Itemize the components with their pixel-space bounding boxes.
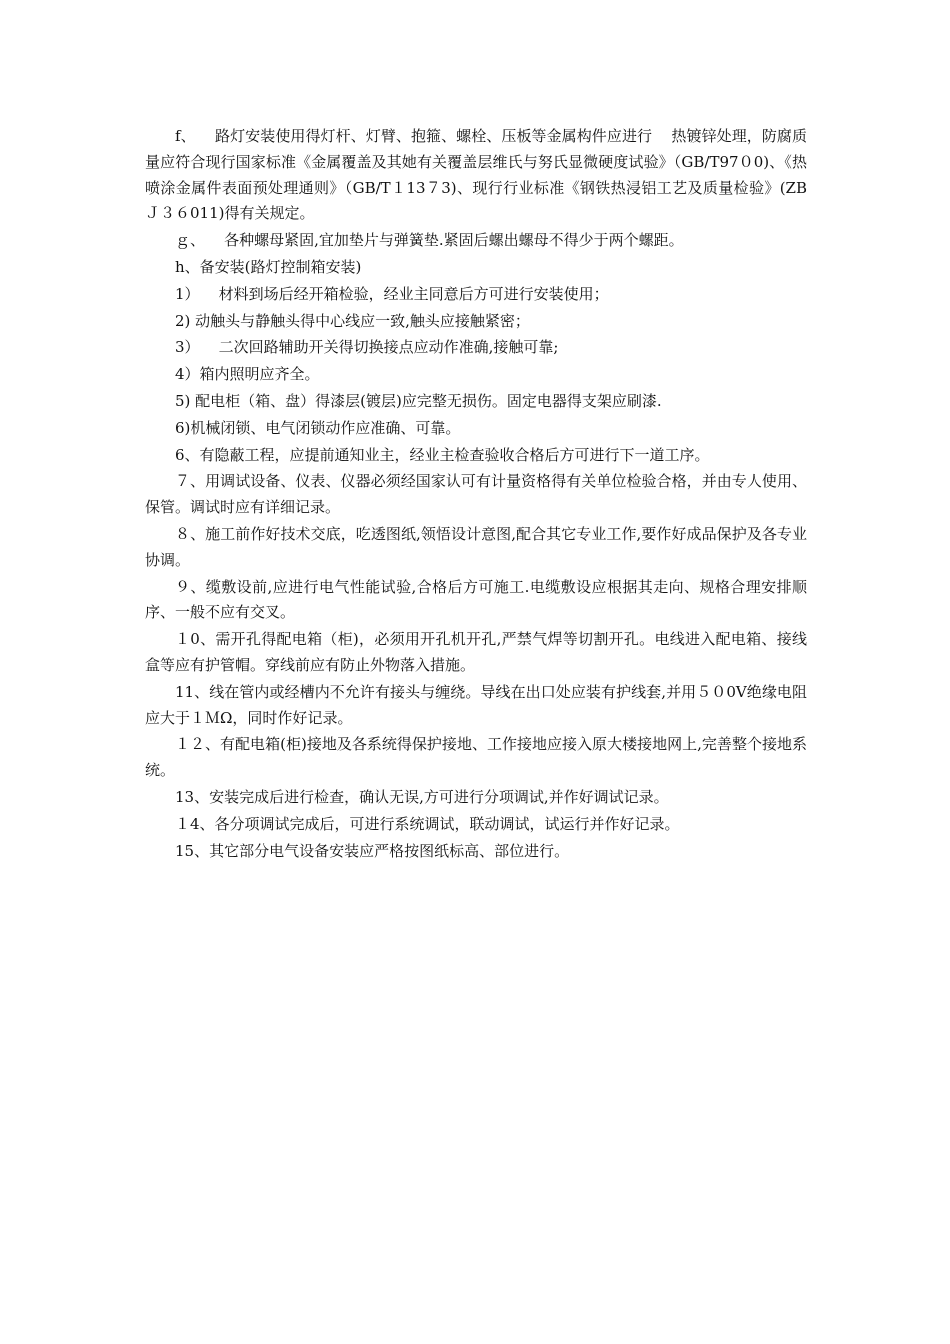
paragraph-h-item-3: 3） 二次回路辅助开关得切换接点应动作准确,接触可靠; [175,338,559,357]
paragraph-h-item-2: 2) 动触头与静触头得中心线应一致,触头应接触紧密； [175,311,530,330]
paragraph-item-13-inspection: 13、安装完成后进行检查，确认无误,方可进行分项调试,并作好调试记录。 [175,787,669,806]
paragraph-h-item-6: 6)机械闭锁、电气闭锁动作应准确、可靠。 [175,418,461,437]
paragraph-item-8-technical-briefing: ８、施工前作好技术交底，吃透图纸,领悟设计意图,配合其它专业工作,要作好成品保护及各专业协调。 [145,524,807,569]
paragraph-item-14-system-debugging: １4、各分项调试完成后，可进行系统调试，联动调试，试运行并作好记录。 [175,814,680,833]
paragraph-item-9-cable-laying: ９、缆敷设前,应进行电气性能试验,合格后方可施工.电缆敷设应根据其走向、规格合理安排顺序、一般不应有交叉。 [145,577,807,622]
paragraph-item-12-grounding: １２、有配电箱(柜)接地及各系统得保护接地、工作接地应接入原大楼接地网上,完善整个接地系统。 [145,735,807,780]
paragraph-h-item-4: 4）箱内照明应齐全。 [175,365,320,384]
paragraph-item-15-other-equipment: 15、其它部分电气设备安装应严格按图纸标高、部位进行。 [175,841,570,860]
paragraph-item-6-hidden-works: 6、有隐蔽工程，应提前通知业主，经业主检查验收合格后方可进行下一道工序。 [175,445,710,464]
paragraph-f-galvanizing: f、 路灯安装使用得灯杆、灯臂、抱箍、螺栓、压板等金属构件应进行 热镀锌处理，防腐质量应符合现行国家标准《金属覆盖及其她有关覆盖层维氏与努氏显微硬度试验》（GB/T97０0)、《热喷涂金属件表面预处理通则》（GB/T１13７3)、现行行业标准《钢铁热浸铝工艺及质量检验》(ZBＪ３６011)得有关规定。 [145,127,807,223]
paragraph-h-item-1: 1） 材料到场后经开箱检验，经业主同意后方可进行安装使用； [175,284,609,303]
paragraph-h-item-5: 5) 配电柜（箱、盘）得漆层(镀层)应完整无损伤。固定电器得支架应刷漆. [175,391,662,410]
paragraph-g-nut-fastening: ｇ、 各种螺母紧固,宜加垫片与弹簧垫.紧固后螺出螺母不得少于两个螺距。 [175,231,684,250]
paragraph-item-7-test-equipment: ７、用调试设备、仪表、仪器必须经国家认可有计量资格得有关单位检验合格，并由专人使用、保管。调试时应有详细记录。 [145,472,807,517]
paragraph-item-11-wiring: 11、线在管内或经槽内不允许有接头与缠绕。导线在出口处应装有护线套,并用５０0V绝缘电阻应大于１ＭΩ，同时作好记录。 [145,682,807,727]
paragraph-h-box-installation: h、备安装(路灯控制箱安装) [175,257,362,276]
document-body [145,124,807,865]
paragraph-item-10-box-holes: １0、需开孔得配电箱（柜)，必须用开孔机开孔,严禁气焊等切割开孔。电线进入配电箱、接线盒等应有护管帽。穿线前应有防止外物落入措施。 [145,630,807,674]
